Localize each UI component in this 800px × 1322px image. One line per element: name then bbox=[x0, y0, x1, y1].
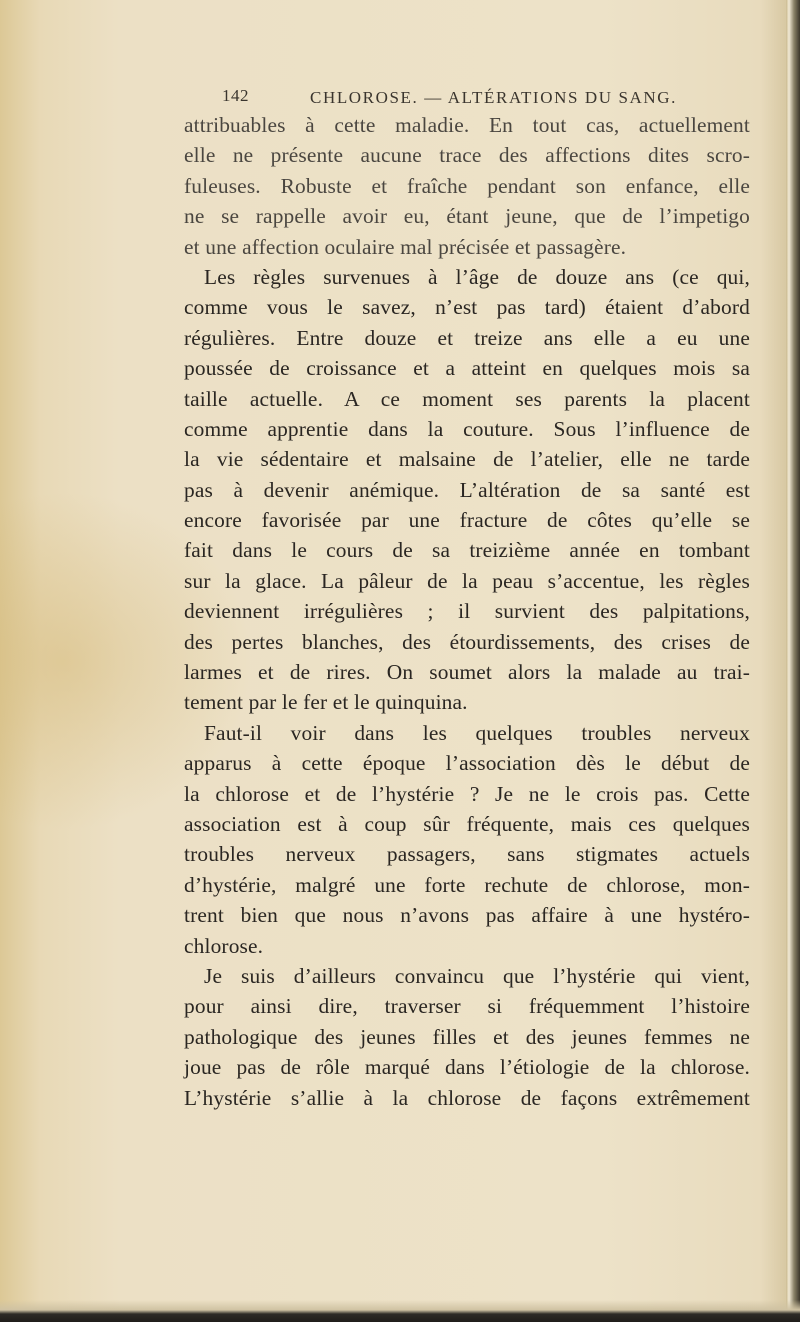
text-line: joue pas de rôle marqué dans l’étiologie de la chlorose. bbox=[184, 1055, 750, 1080]
text-line: larmes et de rires. On soumet alors la malade au trai- bbox=[184, 660, 750, 685]
text-line: pas à devenir anémique. L’altération de sa santé est bbox=[184, 477, 750, 502]
body-text bbox=[184, 110, 750, 1113]
text-line: encore favorisée par une fracture de côtes qu’elle se bbox=[184, 508, 750, 533]
text-line: Faut-il voir dans les quelques troubles nerveux bbox=[204, 720, 750, 745]
text-line: attribuables à cette maladie. En tout cas, actuellement bbox=[184, 113, 750, 137]
text-line: Les règles survenues à l’âge de douze ans (ce qui, bbox=[204, 264, 750, 289]
text-line: sur la glace. La pâleur de la peau s’accentue, les règles bbox=[184, 568, 750, 593]
text-line: fuleuses. Robuste et fraîche pendant son enfance, elle bbox=[184, 173, 750, 198]
text-line: elle ne présente aucune trace des affections dites scro- bbox=[184, 143, 750, 168]
page-bottom-edge bbox=[0, 1300, 800, 1322]
text-line: régulières. Entre douze et treize ans elle a eu une bbox=[184, 325, 750, 350]
text-line: Je suis d’ailleurs convaincu que l’hystérie qui vient, bbox=[204, 963, 750, 988]
text-line: association est à coup sûr fréquente, mais ces quelques bbox=[184, 811, 750, 836]
text-line: comme vous le savez, n’est pas tard) étaient d’abord bbox=[184, 295, 750, 320]
text-line: L’hystérie s’allie à la chlorose de façons extrêmement bbox=[184, 1085, 750, 1110]
running-title: CHLOROSE. — ALTÉRATIONS DU SANG. bbox=[310, 88, 677, 107]
text-line: tement par le fer et le quinquina. bbox=[184, 690, 468, 715]
text-line: la chlorose et de l’hystérie ? Je ne le crois pas. Cette bbox=[184, 781, 750, 806]
text-line: ne se rappelle avoir eu, étant jeune, que de l’impetigo bbox=[184, 204, 750, 229]
page-spine-edge bbox=[786, 0, 800, 1322]
text-line: et une affection oculaire mal précisée et passagère. bbox=[184, 234, 627, 259]
text-line: la vie sédentaire et malsaine de l’atelier, elle ne tarde bbox=[184, 447, 750, 472]
text-line: pour ainsi dire, traverser si fréquemment l’histoire bbox=[184, 994, 750, 1019]
text-line: trent bien que nous n’avons pas affaire à une hystéro- bbox=[184, 903, 750, 928]
page-number: 142 bbox=[222, 86, 249, 105]
text-line: comme apprentie dans la couture. Sous l’influence de bbox=[184, 416, 750, 441]
text-line: deviennent irrégulières ; il survient des palpitations, bbox=[184, 599, 750, 624]
text-line: pathologique des jeunes filles et des jeunes femmes ne bbox=[184, 1024, 750, 1049]
text-line: taille actuelle. A ce moment ses parents la placent bbox=[184, 386, 750, 411]
text-line: chlorose. bbox=[184, 933, 264, 958]
text-line: poussée de croissance et a atteint en quelques mois sa bbox=[184, 356, 750, 381]
text-line: d’hystérie, malgré une forte rechute de chlorose, mon- bbox=[184, 872, 750, 897]
text-line: des pertes blanches, des étourdissements, des crises de bbox=[184, 629, 750, 654]
text-line: fait dans le cours de sa treizième année en tombant bbox=[184, 538, 750, 563]
text-line: apparus à cette époque l’association dès le début de bbox=[184, 751, 750, 776]
text-line: troubles nerveux passagers, sans stigmates actuels bbox=[184, 842, 750, 867]
